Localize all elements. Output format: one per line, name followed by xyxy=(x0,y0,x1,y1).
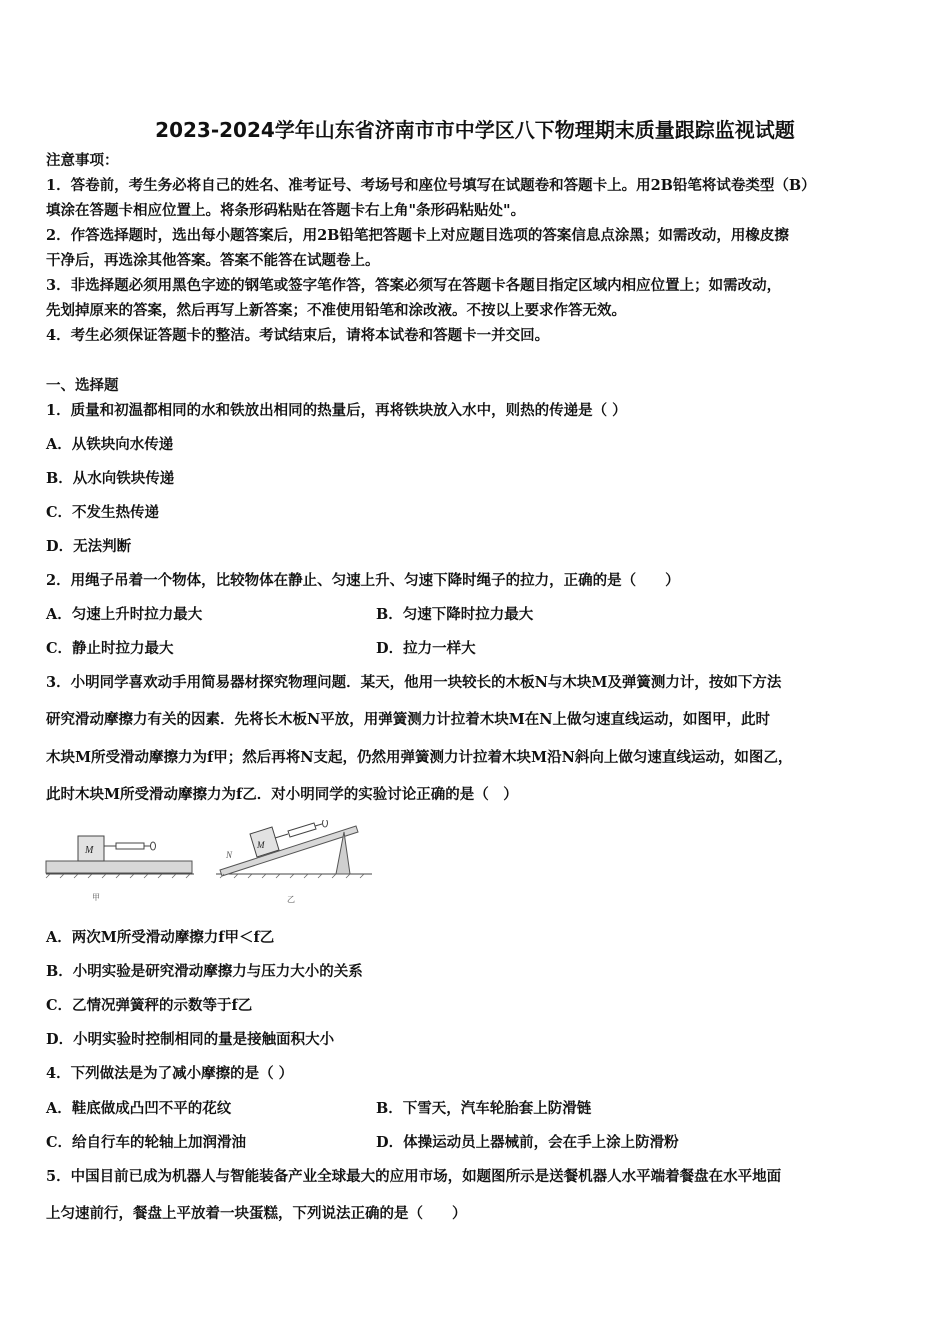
q4-option-d: D．体操运动员上器械前，会在手上涂上防滑粉 xyxy=(376,1134,679,1151)
notice-line: 2．作答选择题时，选出每小题答案后，用2B铅笔把答题卡上对应题目选项的答案信息点涂黑；如需改动，用橡皮擦 xyxy=(46,227,789,244)
friction-experiment-figure xyxy=(44,820,374,910)
notice-line: 1．答卷前，考生务必将自己的姓名、准考证号、考场号和座位号填写在试题卷和答题卡上。用2B铅笔将试卷类型（B） xyxy=(46,177,816,194)
q3-option-c: C．乙情况弹簧秤的示数等于f乙 xyxy=(46,997,253,1014)
notice-heading: 注意事项： xyxy=(46,152,119,169)
board-n-label: N xyxy=(226,850,233,860)
q2-option-a: A．匀速上升时拉力最大 xyxy=(46,606,203,623)
spring-scale-inclined xyxy=(288,823,316,837)
q3-option-d: D．小明实验时控制相同的量是接触面积大小 xyxy=(46,1031,335,1048)
q2-option-d: D．拉力一样大 xyxy=(376,640,476,657)
q1-option-d: D．无法判断 xyxy=(46,538,132,555)
q3-stem-line: 木块M所受滑动摩擦力为f甲；然后再将N支起，仍然用弹簧测力计拉着木块M沿N斜向上做匀速直线运动，如图乙， xyxy=(46,749,793,766)
section-heading: 一、选择题 xyxy=(46,377,119,394)
q1-option-c: C．不发生热传递 xyxy=(46,504,160,521)
block-m-label: M xyxy=(85,845,94,856)
notice-line: 干净后，再选涂其他答案。答案不能答在试题卷上。 xyxy=(46,252,380,269)
q4-option-c: C．给自行车的轮轴上加润滑油 xyxy=(46,1134,247,1151)
notice-line: 4．考生必须保证答题卡的整洁。考试结束后，请将本试卷和答题卡一并交回。 xyxy=(46,327,550,344)
q1-option-b: B．从水向铁块传递 xyxy=(46,470,175,487)
block-m-label: M xyxy=(257,840,265,850)
q5-stem-line: 5．中国目前已成为机器人与智能装备产业全球最大的应用市场，如题图所示是送餐机器人水平端着餐盘在水平地面 xyxy=(46,1168,782,1185)
q3-stem-line: 3．小明同学喜欢动手用简易器材探究物理问题．某天，他用一块较长的木板N与木块M及弹簧测力计，按如下方法 xyxy=(46,674,782,691)
q2-option-b: B．匀速下降时拉力最大 xyxy=(376,606,534,623)
spring-scale-flat xyxy=(116,843,144,849)
q2-option-c: C．静止时拉力最大 xyxy=(46,640,174,657)
q3-stem-line: 此时木块M所受滑动摩擦力为f乙．对小明同学的实验讨论正确的是（ ） xyxy=(46,786,518,803)
board-n-flat xyxy=(46,861,192,873)
q4-option-a: A．鞋底做成凸凹不平的花纹 xyxy=(46,1100,232,1117)
q3-option-a: A．两次M所受滑动摩擦力f甲＜f乙 xyxy=(46,929,275,946)
q4-stem: 4．下列做法是为了减小摩擦的是（ ） xyxy=(46,1065,294,1082)
q1-stem: 1．质量和初温都相同的水和铁放出相同的热量后，再将铁块放入水中，则热的传递是（ ） xyxy=(46,402,627,419)
page-title: 2023-2024学年山东省济南市市中学区八下物理期末质量跟踪监视试题 xyxy=(155,118,795,142)
notice-line: 填涂在答题卡相应位置上。将条形码粘贴在答题卡右上角"条形码粘贴处"。 xyxy=(46,202,526,219)
figure-caption-a: 甲 xyxy=(92,893,100,902)
q2-stem: 2．用绳子吊着一个物体，比较物体在静止、匀速上升、匀速下降时绳子的拉力，正确的是（ ） xyxy=(46,572,680,589)
q4-option-b: B．下雪天，汽车轮胎套上防滑链 xyxy=(376,1100,592,1117)
notice-line: 3．非选择题必须用黑色字迹的钢笔或签字笔作答，答案必须写在答题卡各题目指定区域内相应位置上；如需改动， xyxy=(46,277,782,294)
q1-option-a: A．从铁块向水传递 xyxy=(46,436,174,453)
notice-line: 先划掉原来的答案，然后再写上新答案；不准使用铅笔和涂改液。不按以上要求作答无效。 xyxy=(46,302,626,319)
q5-stem-line: 上匀速前行，餐盘上平放着一块蛋糕，下列说法正确的是（ ） xyxy=(46,1205,467,1222)
q3-option-b: B．小明实验是研究滑动摩擦力与压力大小的关系 xyxy=(46,963,363,980)
q3-stem-line: 研究滑动摩擦力有关的因素．先将长木板N平放，用弹簧测力计拉着木块M在N上做匀速直线运动，如图甲，此时 xyxy=(46,711,771,728)
figure-caption-b: 乙 xyxy=(287,895,295,904)
